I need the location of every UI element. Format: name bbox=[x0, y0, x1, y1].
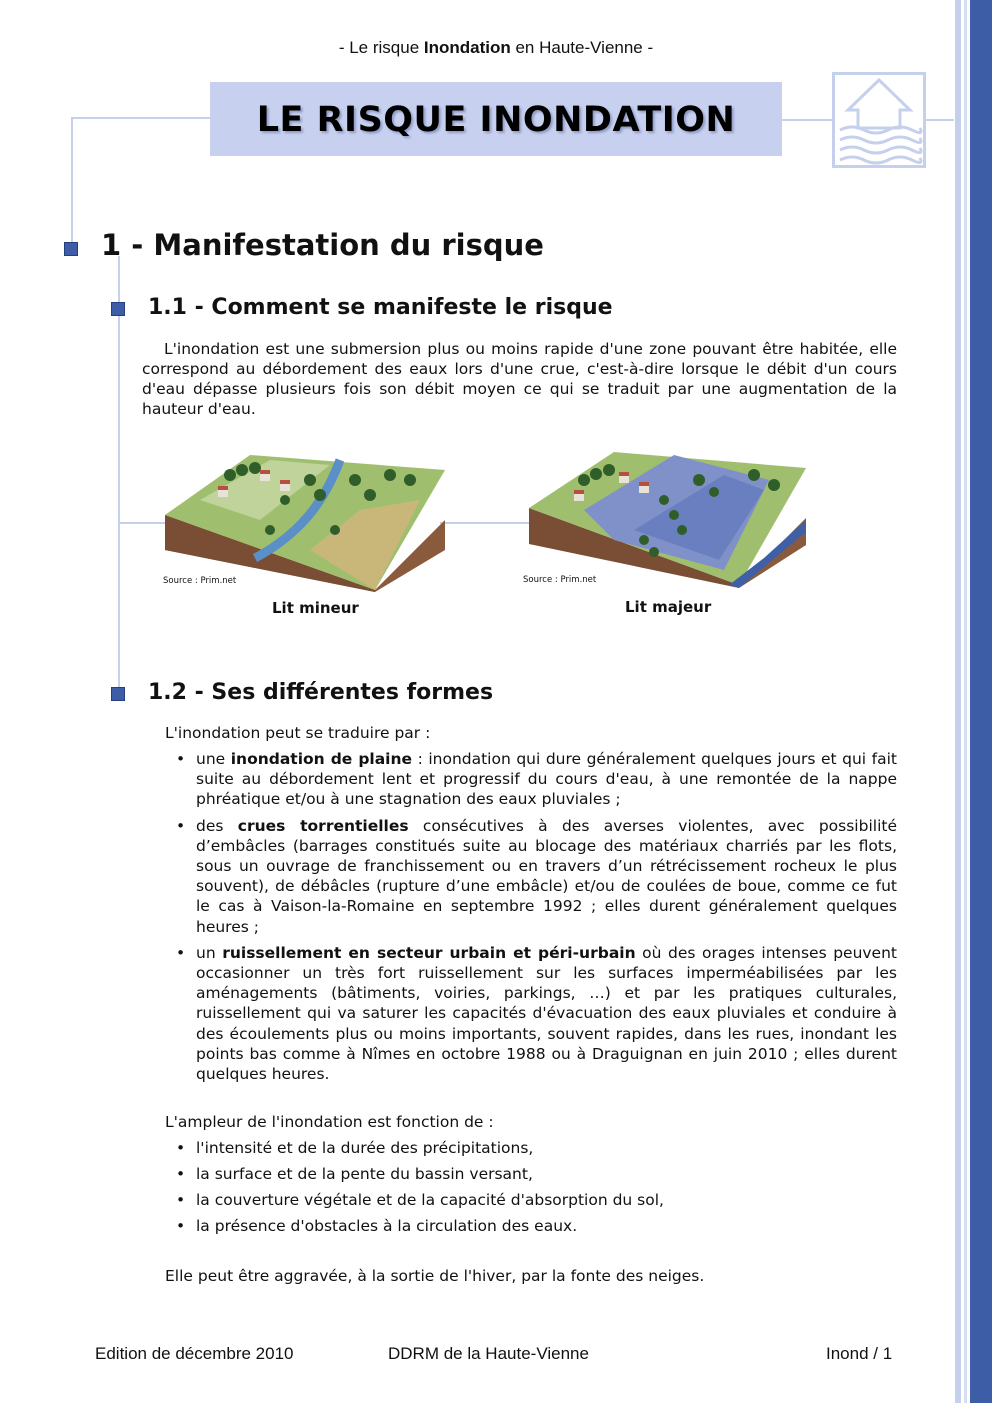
connector-line bbox=[118, 522, 166, 524]
figure-caption: Lit majeur bbox=[625, 598, 712, 616]
decor-stripe-light-2 bbox=[964, 0, 967, 1403]
list-item: • la présence d'obstacles à la circulation des eaux. bbox=[176, 1216, 578, 1235]
subsection-heading-1-2: 1.2 - Ses différentes formes bbox=[148, 680, 494, 705]
footer-page-number: Inond / 1 bbox=[826, 1344, 893, 1363]
list-item: • l'intensité et de la durée des précipitations, bbox=[176, 1139, 534, 1157]
running-header bbox=[0, 38, 992, 58]
paragraph-ampleur: L'ampleur de l'inondation est fonction de : bbox=[165, 1113, 494, 1131]
connector-line bbox=[118, 256, 120, 694]
list-item: • la couverture végétale et de la capacité d'absorption du sol, bbox=[176, 1190, 664, 1209]
subsection-bullet bbox=[111, 687, 125, 701]
section-heading: 1 - Manifestation du risque bbox=[101, 228, 544, 262]
list-item: • une inondation de plaine : inondation qui dure généralement quelques jours et qui fait suite au débordement lent et progressif du cours d'eau, à une remontée de la nappe phréatique et/ou à une stagnation des eaux pluviales ; bbox=[176, 750, 897, 809]
running-header-bold: Inondation bbox=[423, 38, 511, 57]
running-header-prefix: - Le risque bbox=[338, 38, 424, 57]
decor-stripe-dark bbox=[970, 0, 992, 1403]
connector-line bbox=[71, 117, 211, 119]
paragraph-closing: Elle peut être aggravée, à la sortie de l'hiver, par la fonte des neiges. bbox=[165, 1267, 705, 1285]
paragraph-intro: L'inondation peut se traduire par : bbox=[165, 724, 431, 742]
footer-edition: Edition de décembre 2010 bbox=[95, 1344, 294, 1363]
list-item: • la surface et de la pente du bassin versant, bbox=[176, 1164, 533, 1183]
subsection-bullet bbox=[111, 302, 125, 316]
list-item: • un ruissellement en secteur urbain et péri-urbain où des orages intenses peuvent occasionner un très fort ruissellement sur les surfaces imperméabilisées par les aménagements (bâtiments, voiries, parkings, …) et par les pratiques culturales, ruissellement qui va saturer les capacités d'évacuation des eaux pluviales et conduire à des écoulements plus ou moins importants, souvent rapides, dans les rues, inondant les points bas comme à Nîmes en octobre 1988 ou à Draguignan en juin 2010 ; elles durent quelques heures. bbox=[176, 943, 897, 1084]
footer-center: DDRM de la Haute-Vienne bbox=[388, 1344, 589, 1363]
house-flood-icon bbox=[832, 72, 926, 168]
list-item: • des crues torrentielles consécutives à des averses violentes, avec possibilité d’embâcles (barrages constitués suite au blocage des matériaux charriés par les flots, sous un ouvrage de franchissement ou en travers d’un rétrécissement rocheux le plus souvent), de débâcles (rupture d’une embâcle) et/ou de coulées de boue, comme ce fut le cas à Vaison-la-Romaine en septembre 1992 ; elles durent généralement quelques heures ; bbox=[176, 816, 897, 936]
page-title: LE RISQUE INONDATION bbox=[256, 100, 736, 140]
section-bullet bbox=[64, 242, 78, 256]
title-banner bbox=[210, 82, 782, 156]
paragraph-definition: L'inondation est une submersion plus ou moins rapide d'une zone pouvant être habitée, elle correspond au débordement des eaux lors d'une crue, c'est-à-dire lorsque le débit d'un cours d'eau dépasse plusieurs fois son débit moyen ce qui se traduit par une augmentation de la hauteur d'eau. bbox=[142, 340, 897, 418]
ampleur-list bbox=[165, 1138, 897, 1242]
decor-stripe-light bbox=[955, 0, 961, 1403]
connector-line bbox=[440, 522, 530, 524]
figure-source: Source : Prim.net bbox=[163, 576, 237, 586]
figure-caption: Lit mineur bbox=[272, 599, 359, 617]
subsection-heading-1-1: 1.1 - Comment se manifeste le risque bbox=[148, 295, 613, 320]
forms-list bbox=[165, 749, 897, 1090]
figure-source: Source : Prim.net bbox=[523, 575, 597, 585]
connector-line bbox=[71, 117, 73, 249]
running-header-suffix: en Haute-Vienne - bbox=[510, 38, 654, 57]
